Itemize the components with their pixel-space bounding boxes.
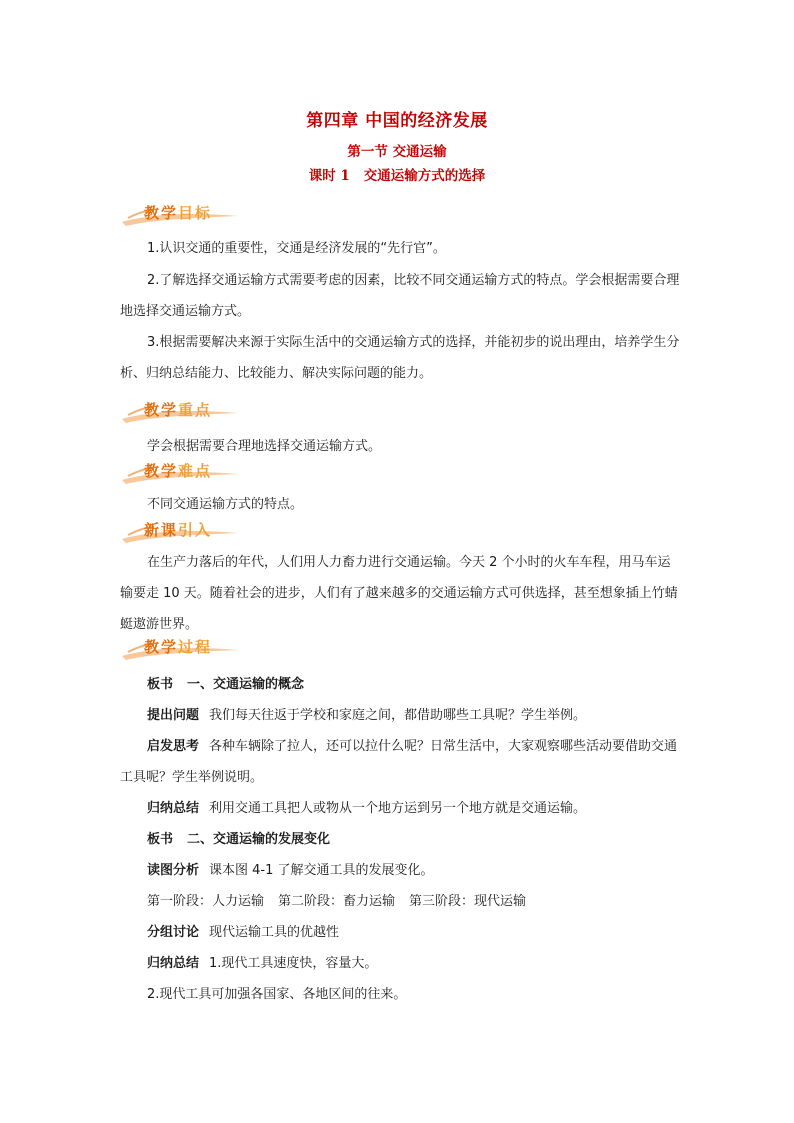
goal-2: 2.了解选择交通运输方式需要考虑的因素，比较不同交通运输方式的特点。学会根据需要合理地选择交通运输方式。 [120,273,680,319]
goal-1: 1.认识交通的重要性，交通是经济发展的“先行官”。 [147,241,446,256]
badge-label [144,203,212,223]
difficulty-text: 不同交通运输方式的特点。 [147,497,304,512]
ask-question [120,700,680,731]
badge-label [144,637,212,657]
inspire-thinking [120,731,680,793]
badge-process [120,634,240,660]
badge-text: 教学过程 [144,638,213,656]
goal-3: 3.根据需要解决来源于实际生活中的交通运输方式的选择，并能初步的说出理由，培养学生分析、归纳总结能力、比较能力、解决实际问题的能力。 [120,335,680,381]
badge-text: 教学难点 [144,462,213,480]
intro-text: 在生产力落后的年代，人们用人力畜力进行交通运输。今天 2 个小时的火车车程，用马车运输要走 10 天。随着社会的进步，人们有了越来越多的交通运输方式可供选择，甚至想象插上竹蜻蜓遨游世界。 [120,555,678,632]
group-discussion-label: 分组讨论 [147,925,200,940]
badge-label [144,461,212,481]
read-figure-label: 读图分析 [147,863,200,878]
summary-2-label: 归纳总结 [147,956,200,971]
summary-2-item-2: 2.现代工具可加强各国家、各地区间的往来。 [147,987,407,1002]
summary-1-label: 归纳总结 [147,801,200,816]
board-2-text: 二、交通运输的发展变化 [187,832,331,847]
lesson-name: 交通运输方式的选择 [363,168,486,184]
section-title: 第一节 交通运输 [347,144,447,160]
board-1-text: 一、交通运输的概念 [187,677,305,692]
badge-intro [120,517,240,543]
badge-label [144,400,212,420]
stage-1: 第一阶段：人力运输 [147,894,265,909]
badge-teaching-goals [120,200,240,226]
group-discussion-text: 现代运输工具的优越性 [209,925,340,940]
read-figure [120,855,680,886]
stage-3: 第三阶段：现代运输 [409,894,527,909]
stage-2: 第二阶段：畜力运输 [278,894,396,909]
ask-question-label: 提出问题 [147,708,200,723]
summary-1 [120,793,680,824]
summary-2-text: 1.现代工具速度快，容量大。 [209,956,378,971]
badge-text: 新课引入 [144,521,213,539]
read-figure-text: 课本图 4-1 了解交通工具的发展变化。 [209,863,434,878]
badge-difficulties [120,458,240,484]
lesson-title [0,164,794,184]
board-1 [120,669,680,700]
badge-text: 教学重点 [144,401,213,419]
board-2 [120,824,680,855]
inspire-thinking-label: 启发思考 [147,739,200,754]
badge-key-points [120,397,240,423]
chapter-title: 第四章 中国的经济发展 [306,111,488,131]
stages-line [120,886,680,917]
badge-text: 教学目标 [144,204,213,222]
ask-question-text: 我们每天往返于学校和家庭之间，都借助哪些工具呢？学生举例。 [209,708,587,723]
key-point-text: 学会根据需要合理地选择交通运输方式。 [147,439,382,454]
inspire-thinking-text: 各种车辆除了拉人，还可以拉什么呢？日常生活中，大家观察哪些活动要借助交通工具呢？学生举例说明。 [120,739,678,785]
group-discussion [120,917,680,948]
lesson-prefix: 课时 1 [308,168,350,184]
board-2-label: 板书 [147,832,174,847]
badge-label [144,520,212,540]
board-1-label: 板书 [147,677,174,692]
summary-2 [120,948,680,979]
summary-1-text: 利用交通工具把人或物从一个地方运到另一个地方就是交通运输。 [209,801,587,816]
